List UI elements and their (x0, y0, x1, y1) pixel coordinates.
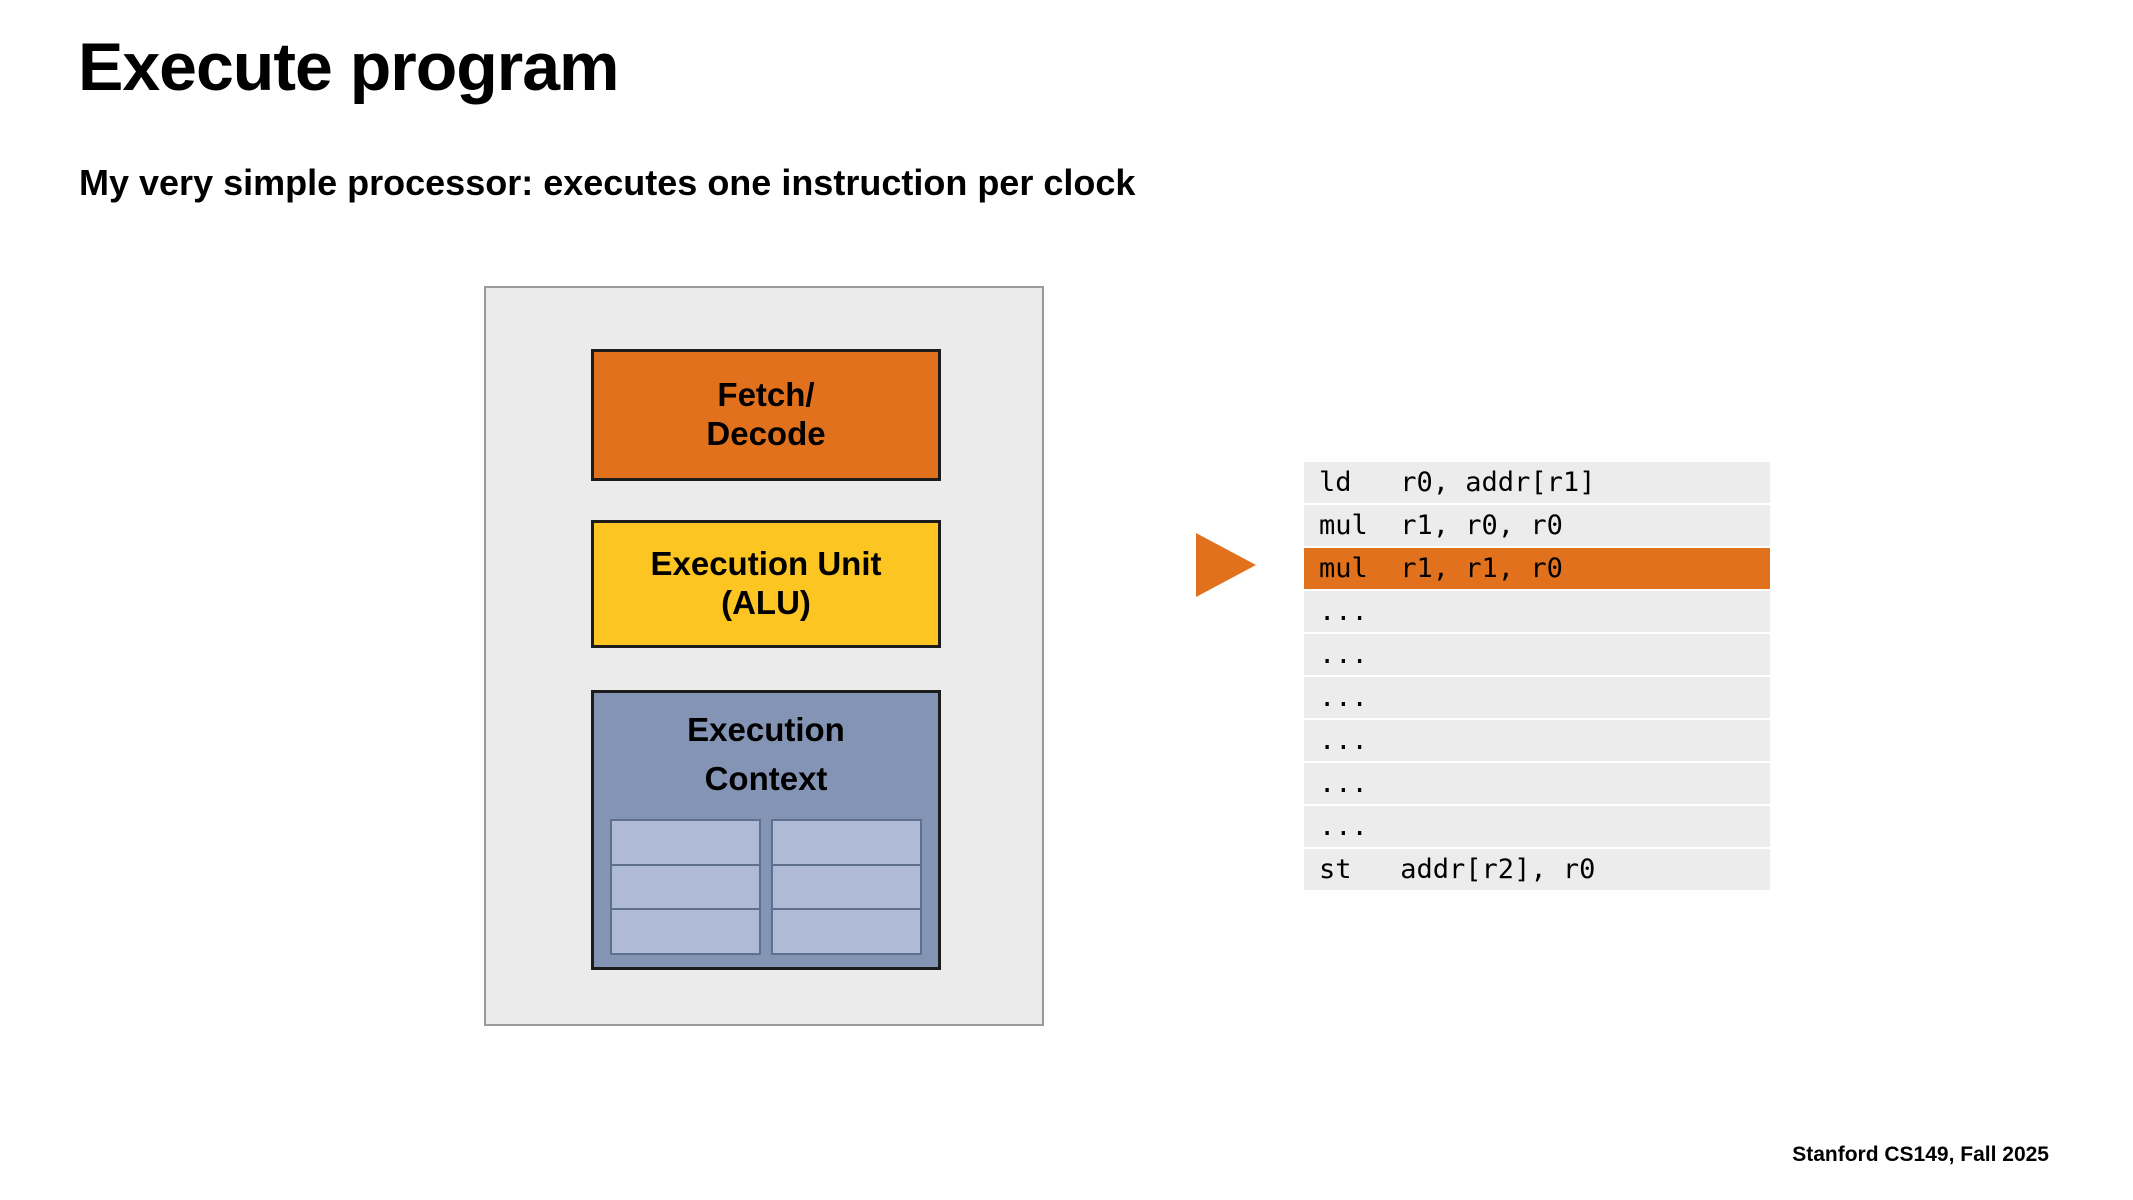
instruction-row: st addr[r2], r0 (1304, 849, 1770, 890)
execution-context-label-line1: Execution (687, 711, 845, 748)
execution-context-register-grid (610, 819, 922, 955)
register-cell (612, 866, 759, 911)
fetch-decode-block (591, 349, 941, 481)
instruction-row: mul r1, r0, r0 (1304, 505, 1770, 546)
instruction-row: ld r0, addr[r1] (1304, 462, 1770, 503)
instruction-row: ... (1304, 806, 1770, 847)
page-subtitle: My very simple processor: executes one instruction per clock (79, 162, 1136, 203)
instruction-row: ... (1304, 634, 1770, 675)
register-cell (612, 821, 759, 866)
fetch-decode-label-line2: Decode (706, 415, 826, 452)
execution-unit-label-line2: (ALU) (721, 584, 811, 621)
fetch-decode-label-line1: Fetch/ (717, 376, 815, 414)
register-cell (612, 910, 759, 953)
page-title: Execute program (78, 29, 619, 105)
instruction-list (1304, 462, 1770, 892)
footer-attribution: Stanford CS149, Fall 2025 (1792, 1143, 2049, 1166)
instruction-row: mul r1, r1, r0 (1304, 548, 1770, 589)
register-cell (773, 866, 920, 911)
instruction-row: ... (1304, 763, 1770, 804)
register-cell (773, 821, 920, 866)
instruction-row: ... (1304, 720, 1770, 761)
register-cell (773, 910, 920, 953)
program-counter-arrow-icon (1196, 533, 1256, 597)
instruction-row: ... (1304, 591, 1770, 632)
execution-unit-label-line1: Execution Unit (650, 545, 882, 583)
register-column (610, 819, 761, 955)
execution-unit-block (591, 520, 941, 648)
register-column (771, 819, 922, 955)
instruction-row: ... (1304, 677, 1770, 718)
processor-core-diagram (484, 286, 1044, 1026)
execution-context-label-line2: Context (704, 759, 828, 797)
execution-context-block (591, 690, 941, 970)
